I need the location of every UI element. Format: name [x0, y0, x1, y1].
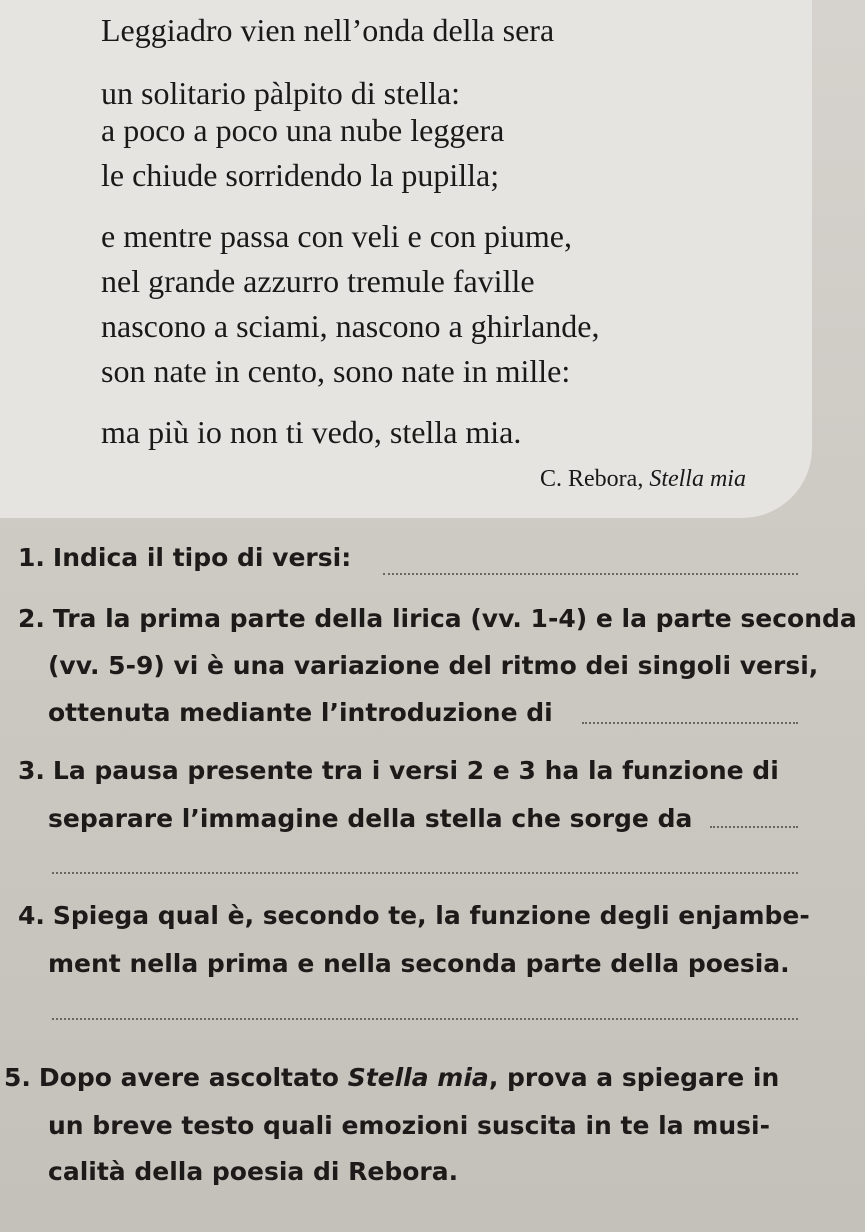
question-4: [18, 900, 810, 932]
poem-line-9: ma più io non ti vedo, stella mia.: [101, 414, 522, 450]
poem-line-5: e mentre passa con veli e con piume,: [101, 218, 572, 254]
question-4-line-2: ment nella prima e nella seconda parte della poesia.: [48, 949, 790, 978]
question-4-number: 4.: [18, 901, 45, 930]
poem-line-2: un solitario pàlpito di stella:: [101, 75, 461, 111]
question-2-number: 2.: [18, 604, 45, 633]
author-name: C. Rebora,: [540, 466, 650, 492]
question-2-line-3: ottenuta mediante l’introduzione di: [48, 698, 553, 727]
poem-line-3: a poco a poco una nube leggera: [101, 112, 505, 148]
poem-title: Stella mia: [649, 466, 746, 492]
question-1-text: Indica il tipo di versi:: [52, 543, 352, 572]
question-5-poem-title: Stella mia: [347, 1063, 489, 1092]
question-2: [18, 603, 857, 635]
question-5-line-3: calità della poesia di Rebora.: [48, 1157, 459, 1186]
question-5-line-1-start: Dopo avere ascoltato: [38, 1063, 348, 1092]
question-3-line-2: separare l’immagine della stella che sorge da: [48, 804, 693, 833]
question-2-line-1: Tra la prima parte della lirica (vv. 1-4) e la parte seconda: [52, 604, 857, 633]
poem-line-1: Leggiadro vien nell’onda della sera: [101, 12, 555, 48]
question-1-number: 1.: [18, 543, 45, 572]
question-3: [18, 755, 779, 787]
question-2-line-2: (vv. 5-9) vi è una variazione del ritmo dei singoli versi,: [48, 651, 819, 680]
answer-blank-q1[interactable]: [383, 573, 798, 575]
question-1: [18, 542, 351, 574]
poem-line-6: nel grande azzurro tremule faville: [101, 263, 535, 299]
poem-line-8: son nate in cento, sono nate in mille:: [101, 353, 571, 389]
poem-line-4: le chiude sorridendo la pupilla;: [101, 157, 500, 193]
question-4-line-1: Spiega qual è, secondo te, la funzione degli enjambe-: [52, 901, 810, 930]
poem-line-7: nascono a sciami, nascono a ghirlande,: [101, 308, 600, 344]
poem-attribution: [540, 466, 746, 493]
answer-blank-q4[interactable]: [52, 1018, 798, 1020]
answer-blank-q3-b[interactable]: [52, 872, 798, 874]
answer-blank-q3-a[interactable]: [710, 826, 798, 828]
question-3-number: 3.: [18, 756, 45, 785]
question-5: [4, 1062, 779, 1094]
question-3-line-1: La pausa presente tra i versi 2 e 3 ha la funzione di: [52, 756, 779, 785]
question-5-number: 5.: [4, 1063, 31, 1092]
question-5-line-1-end: , prova a spiegare in: [488, 1063, 780, 1092]
question-5-line-2: un breve testo quali emozioni suscita in te la musi-: [48, 1111, 770, 1140]
answer-blank-q2[interactable]: [582, 722, 798, 724]
